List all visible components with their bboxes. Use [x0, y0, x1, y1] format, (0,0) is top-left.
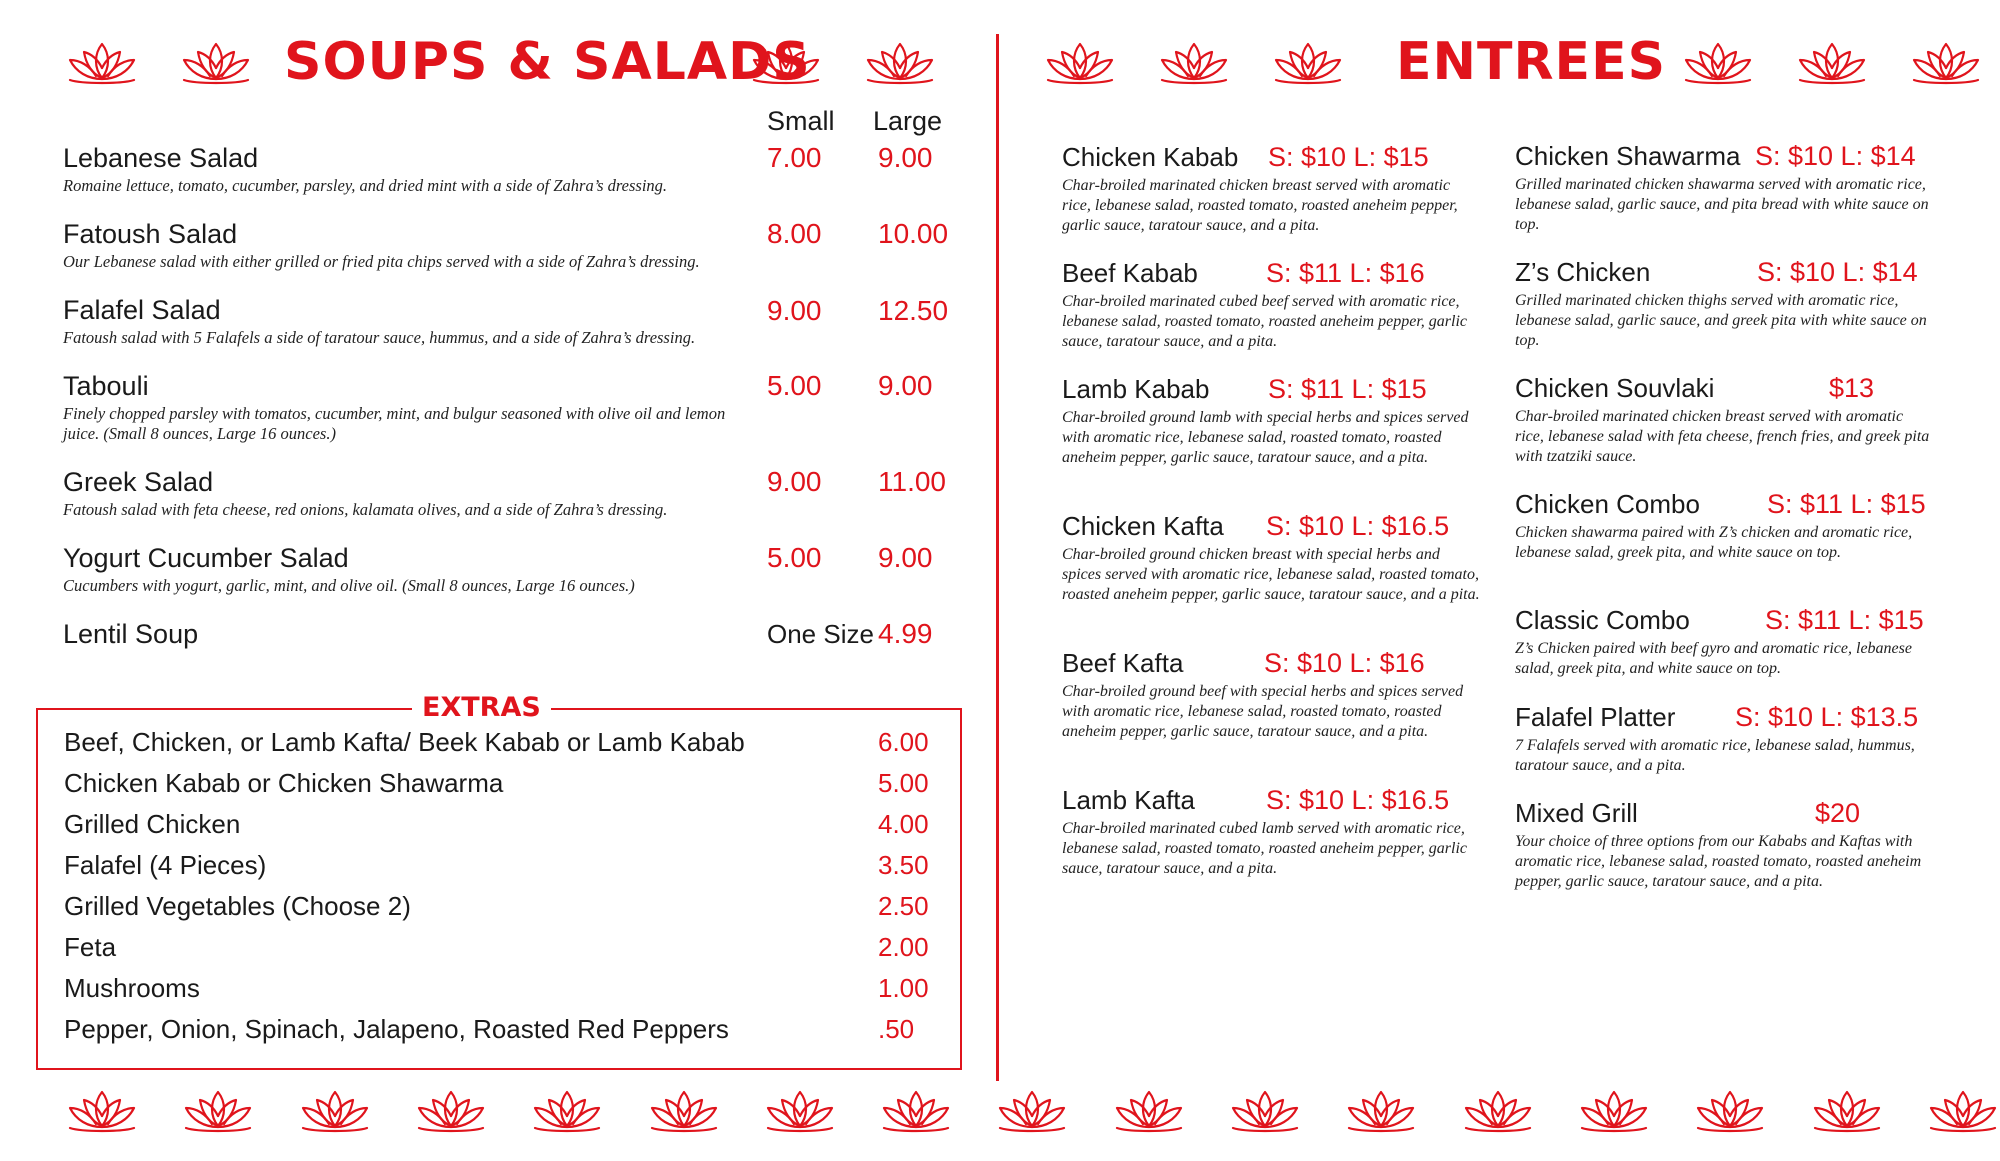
item-name: Falafel Salad [63, 295, 221, 325]
lotus-icon [1906, 38, 1986, 88]
entree-price: S: $11 L: $15 [1268, 374, 1427, 404]
entree-item [1062, 142, 1482, 236]
entree-item [1062, 648, 1482, 742]
large-price: 12.50 [878, 295, 949, 326]
item-description: Cucumbers with yogurt, garlic, mint, and olive oil. (Small 8 ounces, Large 16 ounces.) [63, 576, 635, 595]
entree-name: Z’s Chicken [1515, 257, 1651, 287]
entree-price: S: $10 L: $14 [1755, 141, 1916, 171]
extra-item [64, 932, 944, 972]
small-price: 9.00 [767, 295, 822, 326]
large-price: 10.00 [878, 218, 949, 249]
lotus-icon [62, 38, 142, 88]
entree-price: S: $10 L: $15 [1268, 142, 1429, 172]
lotus-icon [411, 1086, 491, 1136]
entree-item [1515, 373, 1935, 467]
lotus-icon [1807, 1086, 1887, 1136]
small-price: 8.00 [767, 218, 822, 249]
entree-item [1515, 257, 1935, 351]
entree-description: Your choice of three options from our Kababs and Kaftas with aromatic rice, lebanese salad, roasted tomato, roasted aneheim pepper, garlic sauce, taratour sauce, and a pita. [1515, 833, 1922, 890]
extra-price: 1.00 [878, 973, 929, 1003]
entree-name: Beef Kabab [1062, 258, 1198, 288]
item-name: Fatoush Salad [63, 219, 238, 249]
extra-label: Mushrooms [64, 973, 200, 1003]
extra-label: Chicken Kabab or Chicken Shawarma [64, 768, 504, 798]
lotus-icon [176, 38, 256, 88]
lotus-icon [876, 1086, 956, 1136]
large-price: 11.00 [878, 466, 946, 497]
extra-label: Pepper, Onion, Spinach, Jalapeno, Roasted Red Peppers [64, 1014, 729, 1044]
large-price: 9.00 [878, 370, 933, 401]
entree-name: Falafel Platter [1515, 702, 1676, 732]
entree-item [1062, 374, 1482, 468]
entree-description: Char-broiled marinated cubed lamb served with aromatic rice, lebanese salad, roasted tomato, roasted aneheim pepper, garlic sauce, taratour sauce, and a pita. [1062, 820, 1467, 877]
extra-item [64, 1014, 944, 1054]
entree-item [1515, 798, 1935, 892]
lotus-icon [1574, 1086, 1654, 1136]
lotus-icon [1268, 38, 1348, 88]
small-column-header: Small [767, 106, 835, 136]
extra-item [64, 768, 944, 808]
entree-name: Classic Combo [1515, 605, 1690, 635]
entree-item [1515, 605, 1935, 679]
entree-price: S: $10 L: $13.5 [1735, 702, 1919, 732]
large-column-header: Large [873, 106, 943, 136]
extra-item [64, 809, 944, 849]
entree-description: Grilled marinated chicken shawarma served with aromatic rice, lebanese salad, garlic sauce, and pita bread with white sauce on top. [1515, 176, 1929, 233]
extra-label: Beef, Chicken, or Lamb Kafta/ Beek Kabab or Lamb Kabab [64, 727, 745, 757]
entree-price: S: $11 L: $15 [1765, 605, 1924, 635]
large-price: 9.00 [878, 542, 933, 573]
lotus-icon [295, 1086, 375, 1136]
entree-name: Lamb Kafta [1062, 785, 1195, 815]
entrees-title: ENTREES [1396, 32, 1667, 92]
extra-label: Feta [64, 932, 117, 962]
entree-price: $20 [1815, 798, 1861, 828]
extra-price: 2.50 [878, 891, 929, 921]
extra-price: 2.00 [878, 932, 929, 962]
extra-price: 3.50 [878, 850, 929, 880]
entree-description: Grilled marinated chicken thighs served with aromatic rice, lebanese salad, garlic sauce, and greek pita with white sauce on top. [1515, 292, 1927, 349]
entree-name: Beef Kafta [1062, 648, 1184, 678]
size-label: One Size [767, 619, 874, 649]
extra-price: 6.00 [878, 727, 929, 757]
soups-salads-title: SOUPS & SALADS [284, 32, 811, 92]
lotus-icon [178, 1086, 258, 1136]
entree-item [1515, 489, 1935, 563]
lotus-icon [1154, 38, 1234, 88]
entree-item [1062, 258, 1482, 352]
entree-item [1515, 141, 1935, 235]
item-name: Tabouli [63, 371, 149, 401]
lotus-icon [527, 1086, 607, 1136]
extra-label: Grilled Vegetables (Choose 2) [64, 891, 411, 921]
extras-title: EXTRAS [412, 692, 551, 723]
extra-item [64, 973, 944, 1013]
entree-description: Char-broiled ground lamb with special herbs and spices served with aromatic rice, lebanese salad, roasted tomato, roasted aneheim pepper, garlic sauce, taratour sauce, and a pita. [1062, 409, 1469, 466]
extra-price: .50 [878, 1014, 915, 1044]
single-price: 4.99 [878, 618, 933, 649]
entree-description: 7 Falafels served with aromatic rice, lebanese salad, hummus, taratour sauce, and a pita. [1515, 737, 1915, 774]
lotus-icon [1341, 1086, 1421, 1136]
lotus-icon [1458, 1086, 1538, 1136]
lotus-icon [1923, 1086, 2000, 1136]
lotus-icon [860, 38, 940, 88]
entree-price: $13 [1829, 373, 1875, 403]
entree-name: Chicken Kafta [1062, 511, 1224, 541]
extra-item [64, 727, 944, 767]
entree-name: Chicken Souvlaki [1515, 373, 1715, 403]
item-description: Romaine lettuce, tomato, cucumber, parsley, and dried mint with a side of Zahra’s dressing. [63, 176, 668, 195]
entree-item [1062, 785, 1482, 879]
entree-description: Chicken shawarma paired with Z’s chicken and aromatic rice, lebanese salad, greek pita, and white sauce on top. [1515, 524, 1913, 561]
lotus-icon [1040, 38, 1120, 88]
item-name: Lentil Soup [63, 619, 199, 649]
item-name: Lebanese Salad [63, 143, 259, 173]
lotus-icon [62, 1086, 142, 1136]
lotus-icon [644, 1086, 724, 1136]
entree-price: S: $10 L: $16 [1264, 648, 1425, 678]
entree-description: Z’s Chicken paired with beef gyro and aromatic rice, lebanese salad, greek pita, and white sauce on top. [1515, 640, 1912, 677]
entree-price: S: $10 L: $16.5 [1266, 785, 1450, 815]
small-price: 5.00 [767, 370, 822, 401]
lotus-icon [992, 1086, 1072, 1136]
lotus-icon [1678, 38, 1758, 88]
extra-item [64, 850, 944, 890]
entree-description: Char-broiled ground beef with special herbs and spices served with aromatic rice, lebanese salad, roasted tomato, roasted aneheim pepper, garlic sauce, taratour sauce, and a pita. [1062, 683, 1464, 740]
extra-label: Grilled Chicken [64, 809, 241, 839]
entree-item [1515, 702, 1935, 776]
item-name: Greek Salad [63, 467, 214, 497]
lotus-icon [1225, 1086, 1305, 1136]
item-description: Finely chopped parsley with tomatos, cucumber, mint, and bulgur seasoned with olive oil and lemon juice. (Small 8 ounces, Large 16 ounces.) [63, 404, 726, 443]
lotus-icon [1690, 1086, 1770, 1136]
entree-price: S: $10 L: $14 [1757, 257, 1918, 287]
extra-item [64, 891, 944, 931]
extra-label: Falafel (4 Pieces) [64, 850, 267, 880]
small-price: 7.00 [767, 142, 822, 173]
entree-description: Char-broiled marinated cubed beef served with aromatic rice, lebanese salad, roasted tomato, roasted aneheim pepper, garlic sauce, taratour sauce, and a pita. [1062, 293, 1467, 350]
item-description: Our Lebanese salad with either grilled or fried pita chips served with a side of Zahra’s dressing. [63, 252, 700, 271]
entree-description: Char-broiled marinated chicken breast served with aromatic rice, lebanese salad with feta cheese, french fries, and greek pita with tzatziki sauce. [1515, 408, 1930, 465]
entree-name: Chicken Kabab [1062, 142, 1239, 172]
entree-name: Chicken Combo [1515, 489, 1700, 519]
entree-price: S: $11 L: $15 [1767, 489, 1926, 519]
small-price: 5.00 [767, 542, 822, 573]
entree-price: S: $11 L: $16 [1266, 258, 1425, 288]
entree-description: Char-broiled marinated chicken breast served with aromatic rice, lebanese salad, roasted tomato, roasted aneheim pepper, garlic sauce, taratour sauce, and a pita. [1062, 177, 1458, 234]
entree-item [1062, 511, 1482, 605]
lotus-icon [760, 1086, 840, 1136]
entree-name: Lamb Kabab [1062, 374, 1210, 404]
item-description: Fatoush salad with feta cheese, red onions, kalamata olives, and a side of Zahra’s dressing. [63, 500, 668, 519]
item-name: Yogurt Cucumber Salad [63, 543, 349, 573]
extra-price: 4.00 [878, 809, 929, 839]
large-price: 9.00 [878, 142, 933, 173]
lotus-icon [1109, 1086, 1189, 1136]
entree-description: Char-broiled ground chicken breast with special herbs and spices served with aromatic rice, lebanese salad, roasted tomato, roasted aneheim pepper, garlic sauce, taratour sauce, and a pita. [1062, 546, 1480, 603]
small-price: 9.00 [767, 466, 822, 497]
extra-price: 5.00 [878, 768, 929, 798]
lotus-icon [1792, 38, 1872, 88]
entree-name: Mixed Grill [1515, 798, 1638, 828]
entree-name: Chicken Shawarma [1515, 141, 1741, 171]
entree-price: S: $10 L: $16.5 [1266, 511, 1450, 541]
item-description: Fatoush salad with 5 Falafels a side of taratour sauce, hummus, and a side of Zahra’s dressing. [63, 328, 696, 347]
